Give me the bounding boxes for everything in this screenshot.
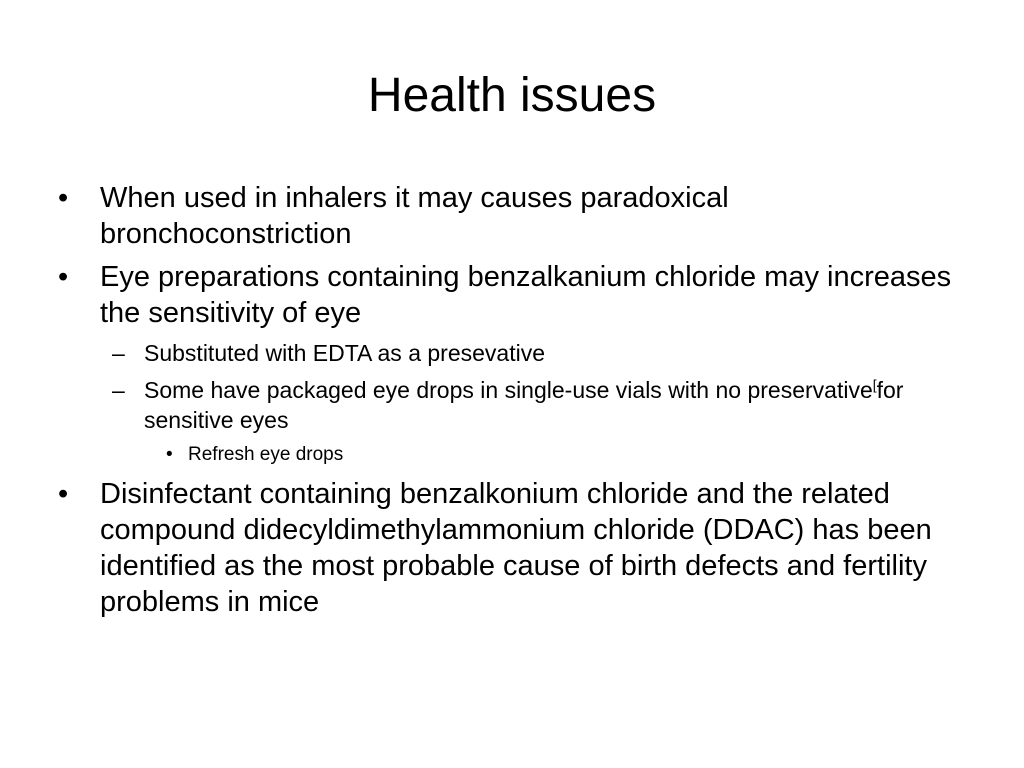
bullet-marker: • [58,478,69,510]
bullet-text: Eye preparations containing benzalkanium chloride may increases the sensitivity of eye [100,261,952,329]
bullet-marker: • [58,182,69,214]
citation-bracket: [ [872,377,877,393]
sub-sub-bullet-refresh [58,442,978,468]
slide-body [58,180,978,627]
bullet-text: Disinfectant containing benzalkonium chloride and the related compound didecyldimethylammonium chloride (DDAC) has been identified as the most probable cause of birth defects and fertility problems in mice [100,478,932,618]
dash-marker: – [112,377,125,403]
bullet-text: When used in inhalers it may causes paradoxical bronchoconstriction [100,182,729,250]
dash-marker: – [112,340,125,366]
sub-bullet-text-before: Some have packaged eye drops in single-use vials with no preservative [144,377,873,403]
sub-bullet-text: Substituted with EDTA as a presevative [144,340,545,366]
bullet-eye-preparations [58,259,978,331]
sub-sub-bullet-text: Refresh eye drops [188,444,344,465]
sub-bullet-single-use-vials [58,375,978,435]
bullet-disinfectant [58,476,978,620]
sub-bullet-edta [58,338,978,368]
bullet-marker: • [166,444,173,465]
bullet-marker: • [58,261,69,293]
slide-title: Health issues [367,69,657,122]
bullet-inhalers [58,180,978,252]
sub-bullet-text-after: for sensitive eyes [144,377,904,433]
